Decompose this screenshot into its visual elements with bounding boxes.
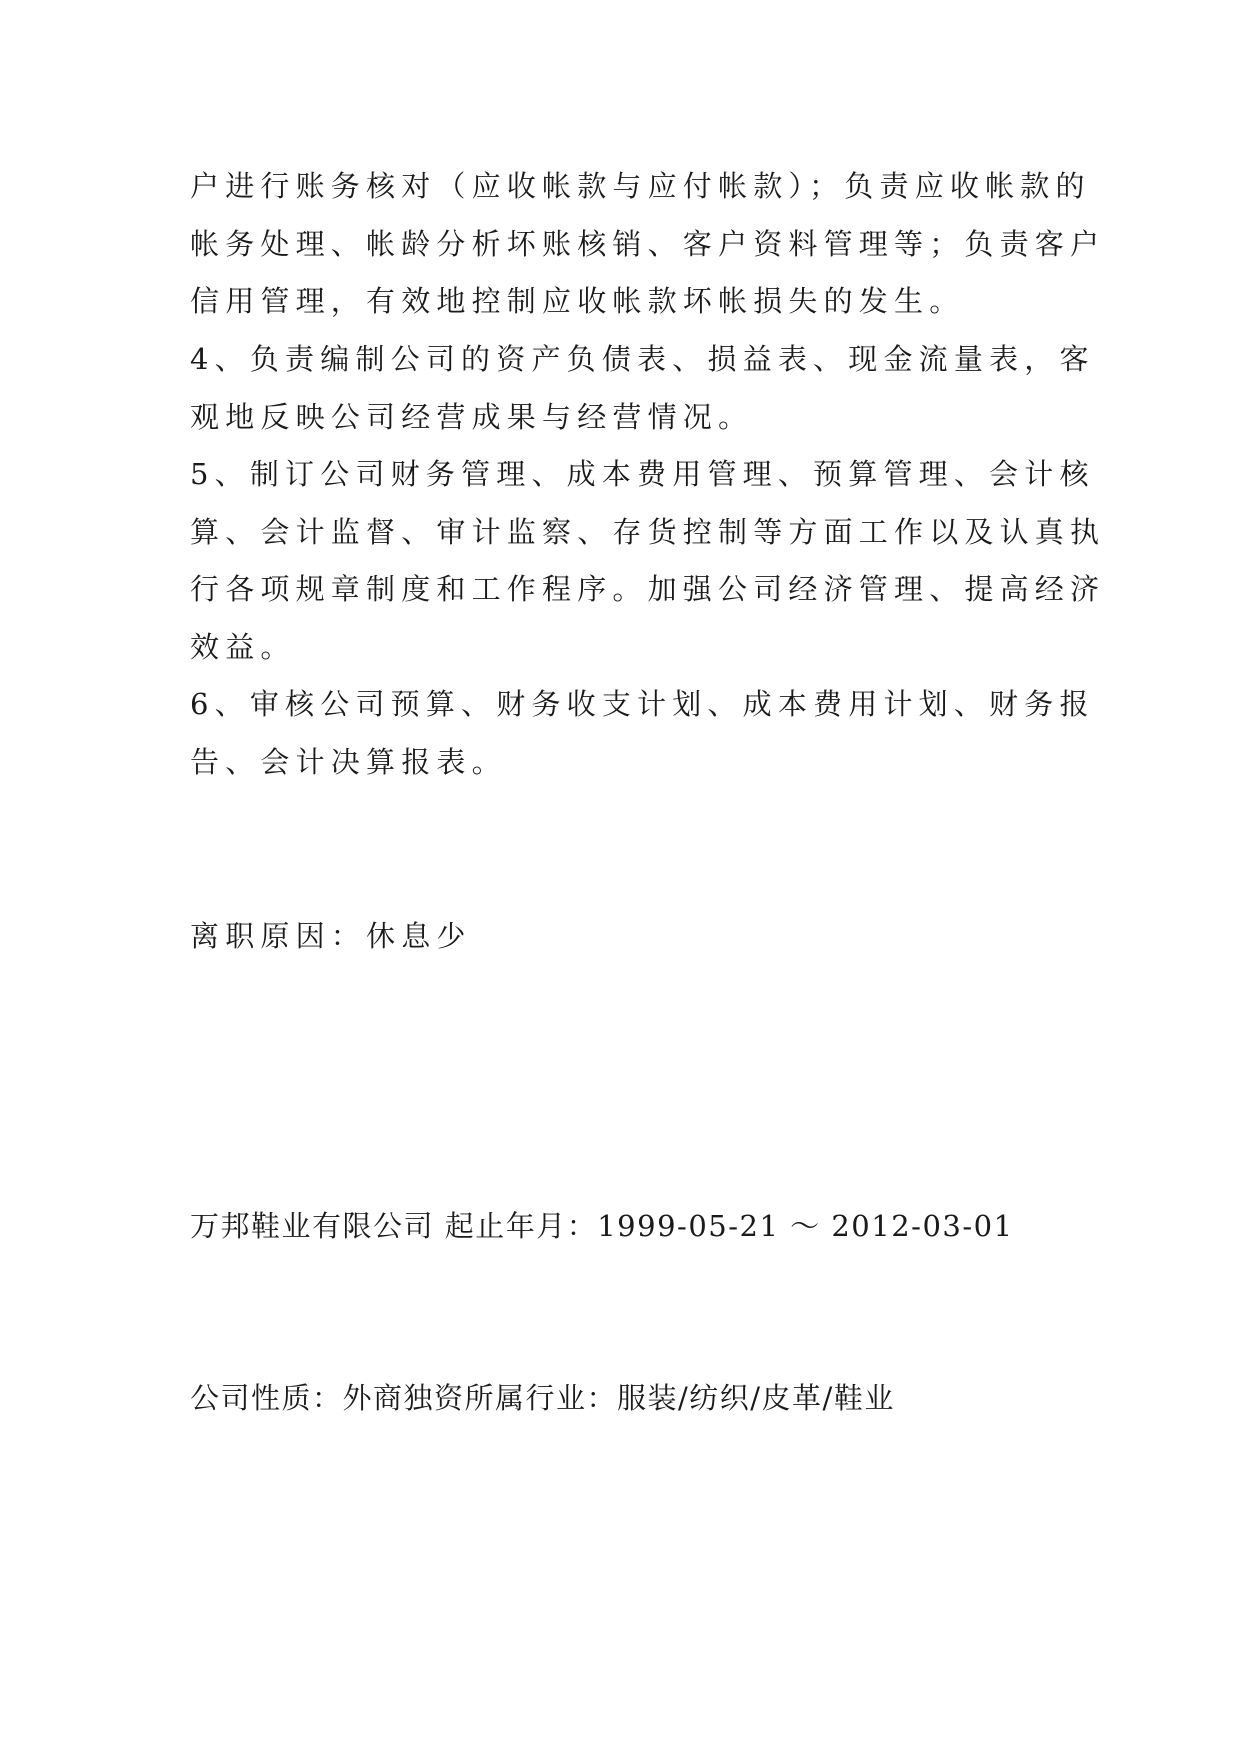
paragraph-line: 户进行账务核对（应收帐款与应付帐款）；负责应收帐款的 <box>190 169 1091 203</box>
list-item-6-line: 告、会计决算报表。 <box>190 745 507 779</box>
employment-period: 万邦鞋业有限公司 起止年月：1999-05-21 ～ 2012-03-01 <box>190 1209 1014 1243</box>
paragraph-line: 帐务处理、帐龄分析坏账核销、客户资料管理等；负责客户 <box>190 227 1106 261</box>
list-item-5-line: 5、制订公司财务管理、成本费用管理、预算管理、会计核 <box>190 457 1095 491</box>
list-item-5-line: 行各项规章制度和工作程序。加强公司经济管理、提高经济 <box>190 572 1106 606</box>
list-item-4-line: 4、负责编制公司的资产负债表、损益表、现金流量表，客 <box>190 342 1095 376</box>
list-item-4-line: 观地反映公司经营成果与经营情况。 <box>190 400 754 434</box>
list-item-5-line: 效益。 <box>190 630 296 664</box>
list-item-6-line: 6、审核公司预算、财务收支计划、成本费用计划、财务报 <box>190 687 1095 721</box>
company-info: 公司性质：外商独资所属行业：服装/纺织/皮革/鞋业 <box>190 1381 895 1415</box>
paragraph-line: 信用管理，有效地控制应收帐款坏帐损失的发生。 <box>190 284 965 318</box>
leave-reason: 离职原因：休息少 <box>190 919 472 953</box>
list-item-5-line: 算、会计监督、审计监察、存货控制等方面工作以及认真执 <box>190 515 1106 549</box>
